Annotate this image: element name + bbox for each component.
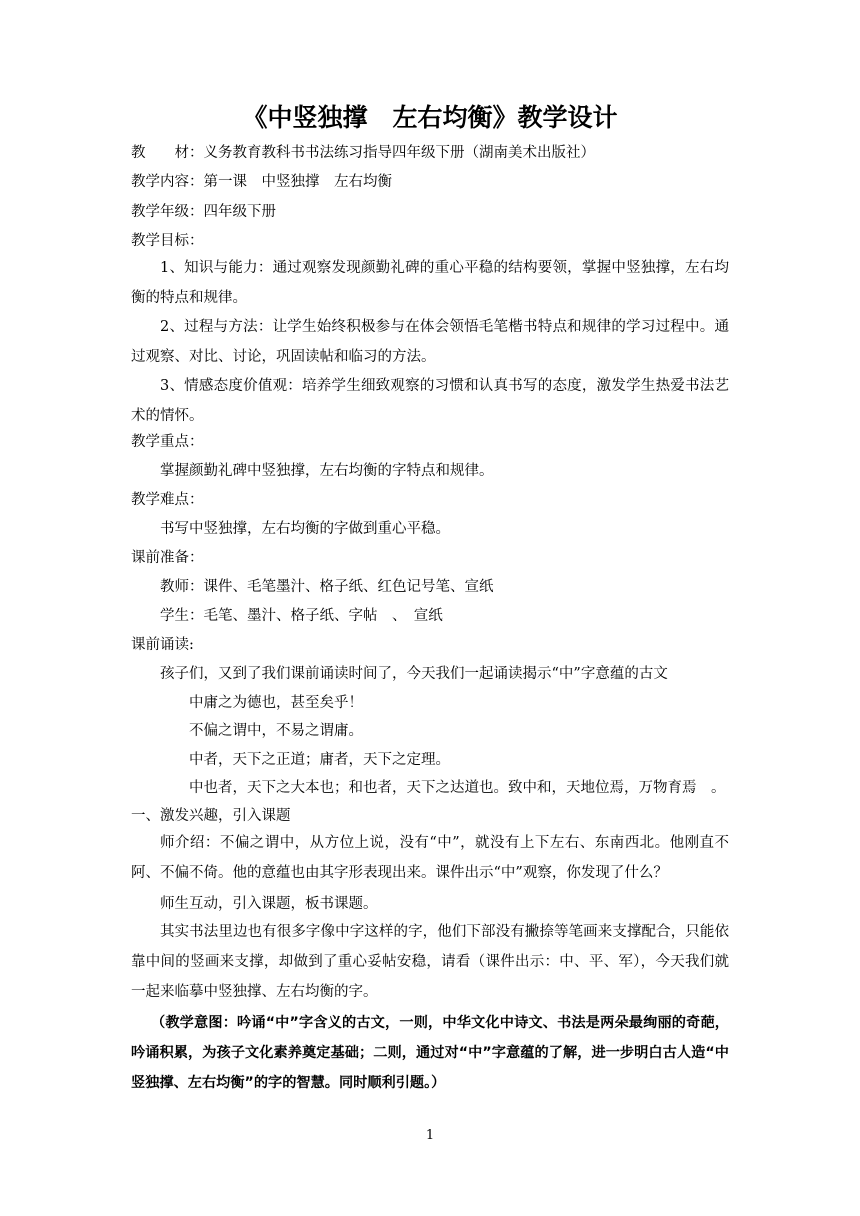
section1-paragraph-3: 其实书法里边也有很多字像中字这样的字，他们下部没有撇捺等笔画来支撑配合，只能依靠中间的竖画来支撑，却做到了重心妥帖安稳，请看（课件出示：中、平、军），今天我们就一起来临摹中竖独撑、左右均衡的字。 bbox=[131, 924, 729, 1000]
key-point-text: 掌握颜勤礼碑中竖独撑，左右均衡的字特点和规律。 bbox=[160, 463, 494, 479]
preparation-heading: 课前准备： bbox=[131, 550, 204, 566]
difficulty-heading: 教学难点： bbox=[131, 492, 204, 508]
goals-heading: 教学目标： bbox=[131, 233, 204, 249]
key-point-heading: 教学重点： bbox=[131, 434, 204, 450]
goal-item-1: 1、知识与能力：通过观察发现颜勤礼碑的重心平稳的结构要领，掌握中竖独撑，左右均衡的特点和规律。 bbox=[131, 260, 729, 306]
material-line: 教 材：义务教育教科书书法练习指导四年级下册（湖南美术出版社） bbox=[131, 145, 595, 161]
recitation-line-1: 中庸之为德也，甚至矣乎！ bbox=[189, 695, 363, 711]
goal-item-3: 3、情感态度价值观：培养学生细致观察的习惯和认真书写的态度，激发学生热爱书法艺术的情怀。 bbox=[131, 378, 729, 424]
difficulty-text: 书写中竖独撑，左右均衡的字做到重心平稳。 bbox=[160, 521, 450, 537]
document-title: 《中竖独撑 左右均衡》教学设计 bbox=[242, 103, 618, 132]
section1-paragraph-1: 师介绍：不偏之谓中，从方位上说，没有“中”，就没有上下左右、东南西北。他刚直不阿、不偏不倚。他的意蕴也由其字形表现出来。课件出示“中”观察，你发现了什么？ bbox=[131, 835, 729, 881]
recitation-intro: 孩子们，又到了我们课前诵读时间了，今天我们一起诵读揭示“中”字意蕴的古文 bbox=[160, 666, 668, 682]
recitation-line-4: 中也者，天下之大本也；和也者，天下之达道也。致中和，天地位焉，万物育焉 。 bbox=[189, 780, 726, 796]
preparation-teacher: 教师：课件、毛笔墨汁、格子纸、红色记号笔、宣纸 bbox=[160, 579, 494, 595]
recitation-line-3: 中者，天下之正道；庸者，天下之定理。 bbox=[189, 752, 450, 768]
goal-item-2: 2、过程与方法：让学生始终积极参与在体会领悟毛笔楷书特点和规律的学习过程中。通过观察、对比、讨论，巩固读帖和临习的方法。 bbox=[131, 319, 729, 365]
content-line: 教学内容：第一课 中竖独撑 左右均衡 bbox=[131, 174, 392, 190]
teaching-intent: （教学意图：吟诵“中”字含义的古文，一则，中华文化中诗文、书法是两朵最绚丽的奇葩，吟诵积累，为孩子文化素养奠定基础；二则，通过对“中”字意蕴的了解，进一步明白古人造“中竖独撑、左右均衡”的字的智慧。同时顺利引题。） bbox=[131, 1015, 729, 1091]
page-number: 1 bbox=[425, 1128, 435, 1143]
preparation-student: 学生：毛笔、墨汁、格子纸、字帖 、 宣纸 bbox=[160, 608, 443, 624]
section1-paragraph-2: 师生互动，引入课题，板书课题。 bbox=[160, 896, 378, 912]
recitation-line-2: 不偏之谓中，不易之谓庸。 bbox=[189, 723, 363, 739]
section1-heading: 一、激发兴趣，引入课题 bbox=[131, 808, 291, 824]
grade-line: 教学年级：四年级下册 bbox=[131, 204, 276, 220]
recitation-heading: 课前诵读: bbox=[131, 637, 194, 653]
